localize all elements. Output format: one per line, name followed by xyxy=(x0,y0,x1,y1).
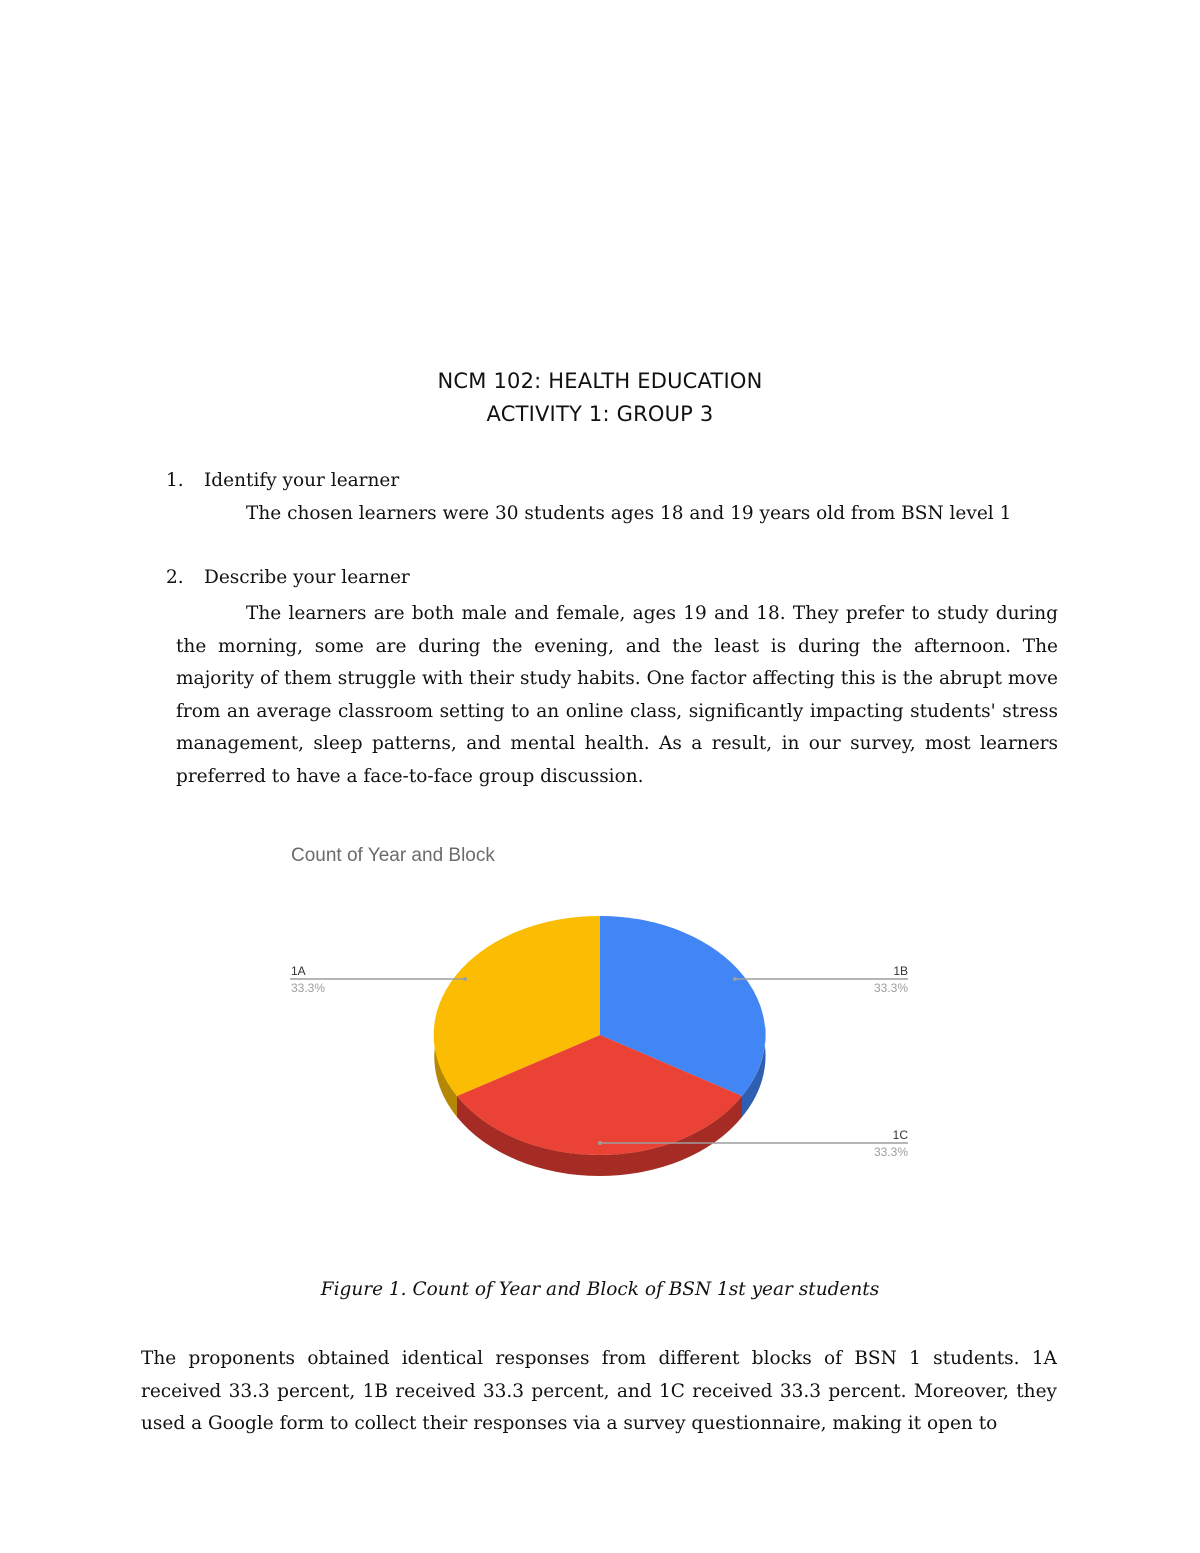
list-item-1-label: Identify your learner xyxy=(204,470,400,491)
pie-chart xyxy=(0,820,1200,1200)
conclusion-paragraph: The proponents obtained identical responses from different blocks of BSN 1 students. 1A received 33.3 percent, 1B received 33.3 percent, and 1C received 33.3 percent. Moreover, they used a Google form to collect their responses via a survey questionnaire, making it open to xyxy=(141,1348,1057,1434)
figure-caption: Figure 1. Count of Year and Block of BSN 1st year students xyxy=(320,1279,880,1300)
chart-title: Count of Year and Block xyxy=(291,845,495,866)
document-subtitle: ACTIVITY 1: GROUP 3 xyxy=(486,402,714,426)
slice-label-1a: 1A xyxy=(291,964,306,978)
slice-percent-1c: 33.3% xyxy=(873,1145,908,1159)
leader-dot-1b xyxy=(733,977,737,981)
list-item-1-body: The chosen learners were 30 students ages 18 and 19 years old from BSN level 1 xyxy=(246,503,1012,524)
list-item-1-number: 1. xyxy=(166,470,184,491)
list-item-2-body: The learners are both male and female, ages 19 and 18. They prefer to study during the morning, some are during the evening, and the least is during the afternoon. The majority of them struggle with their study habits. One factor affecting this is the abrupt move from an average classroom setting to an online class, significantly impacting students' stress management, sleep patterns, and mental health. As a result, in our survey, most learners preferred to have a face-to-face group discussion. xyxy=(176,603,1058,787)
document-title: NCM 102: HEALTH EDUCATION xyxy=(437,369,763,393)
leader-dot-1c xyxy=(598,1141,602,1145)
list-item-2-number: 2. xyxy=(166,567,184,588)
list-item-2-label: Describe your learner xyxy=(204,567,410,588)
leader-dot-1a xyxy=(463,977,467,981)
slice-percent-1a: 33.3% xyxy=(291,981,326,995)
slice-label-1b: 1B xyxy=(893,964,908,978)
slice-label-1c: 1C xyxy=(892,1128,908,1142)
slice-percent-1b: 33.3% xyxy=(873,981,908,995)
